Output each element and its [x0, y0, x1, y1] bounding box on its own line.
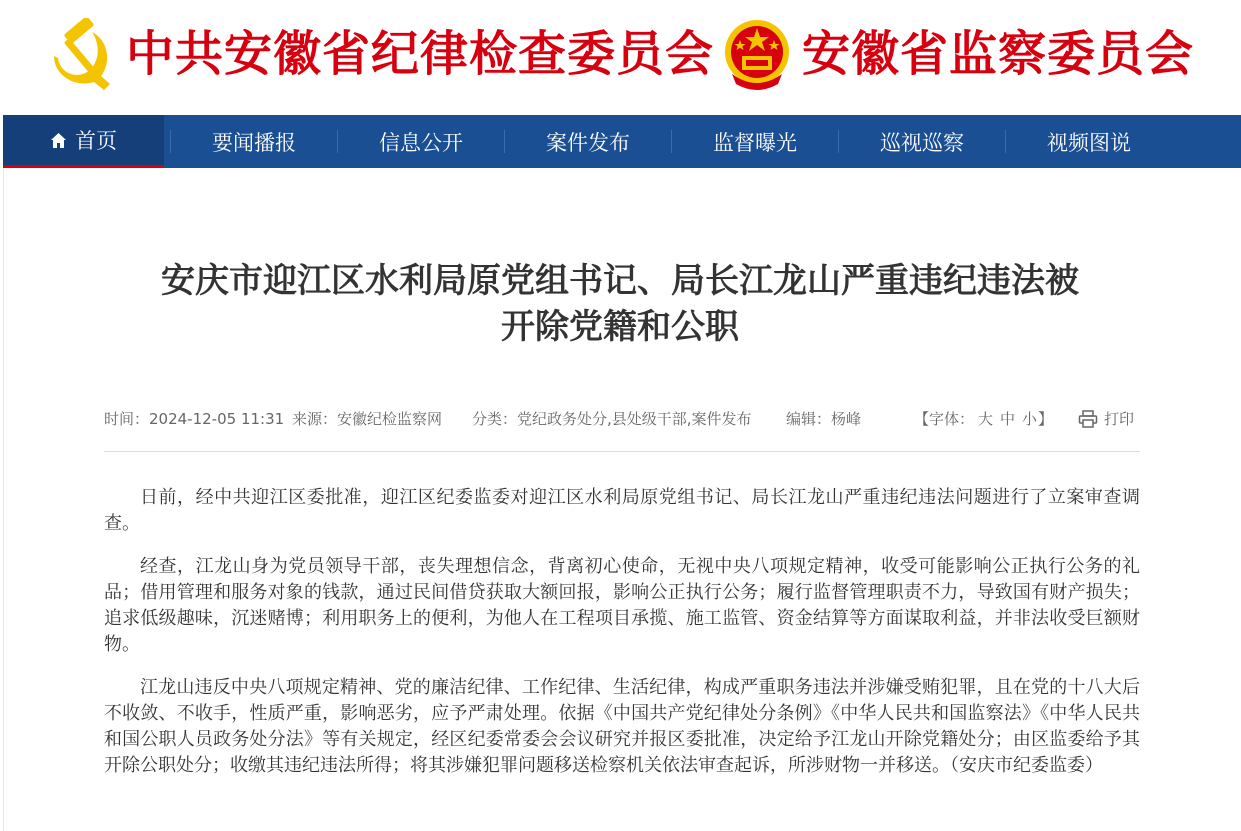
meta-divider [104, 451, 1140, 452]
nav-item-cases[interactable] [505, 115, 671, 168]
article-paragraph: 经查，江龙山身为党员领导干部，丧失理想信念，背离初心使命，无视中央八项规定精神，收受可能影响公正执行公务的礼品；借用管理和服务对象的钱款，通过民间借贷获取大额回报，影响公正执行公务；履行监督管理职责不力，导致国有财产损失；追求低级趣味，沉迷赌博；利用职务上的便利，为他人在工程项目承揽、施工监管、资金结算等方面谋取利益，并非法收受巨额财物。 [104, 556, 1140, 655]
article-editor: 编辑：杨峰 [786, 410, 862, 428]
publish-time: 时间：2024-12-05 11:31 [104, 410, 285, 428]
nav-item-label: 信息公开 [379, 130, 463, 155]
nav-item-home[interactable] [3, 115, 164, 168]
nav-item-video[interactable] [1006, 115, 1172, 168]
nav-item-label: 案件发布 [546, 130, 630, 155]
nav-item-inspection[interactable] [839, 115, 1005, 168]
home-icon [50, 132, 67, 149]
nav-item-label: 要闻播报 [212, 130, 296, 155]
article-category: 分类：党纪政务处分,县处级干部,案件发布 [472, 410, 752, 428]
right-site-title: 安徽省监察委员会 [802, 26, 1195, 82]
article-title-line: 安庆市迎江区水利局原党组书记、局长江龙山严重违纪违法被 [161, 261, 1079, 301]
party-emblem-icon [46, 18, 116, 90]
article-title [100, 258, 1140, 350]
supervision-logo[interactable] [722, 18, 1194, 90]
main-nav [3, 115, 1241, 168]
font-size-large-link[interactable]: 大 [978, 410, 994, 428]
article-paragraph: 江龙山违反中央八项规定精神、党的廉洁纪律、工作纪律、生活纪律，构成严重职务违法并涉嫌受贿犯罪，且在党的十八大后不收敛、不收手，性质严重，影响恶劣，应予严肃处理。依据《中国共产党纪律处分条例》《中华人民共和国监察法》《中华人民共和国公职人员政务处分法》等有关规定，经区纪委常委会会议研究并报区委批准，决定给予江龙山开除党籍处分；由区监委给予其开除公职处分；收缴其违纪违法所得；将其涉嫌犯罪问题移送检察机关依法审查起诉，所涉财物一并移送。（安庆市纪委监委） [104, 677, 1140, 776]
font-size-medium-link[interactable]: 中 [1000, 410, 1016, 428]
left-site-title: 中共安徽省纪律检查委员会 [126, 26, 715, 82]
party-logo[interactable] [46, 18, 714, 90]
article-source: 来源：安徽纪检监察网 [292, 410, 443, 428]
article-meta [104, 408, 1140, 430]
nav-item-exposure[interactable] [672, 115, 838, 168]
printer-icon[interactable] [1078, 410, 1098, 428]
nav-item-label: 视频图说 [1047, 130, 1131, 155]
nav-item-label: 首页 [75, 129, 117, 153]
print-link[interactable]: 打印 [1104, 410, 1135, 428]
article-title-line: 开除党籍和公职 [501, 307, 739, 347]
nav-item-info-disclosure[interactable] [338, 115, 504, 168]
nav-item-label: 监督曝光 [713, 130, 797, 155]
font-size-label-open: 【字体： [914, 410, 975, 428]
site-header [0, 0, 1241, 115]
nav-item-label: 巡视巡察 [880, 130, 964, 155]
national-emblem-icon [722, 18, 792, 90]
article-body [104, 485, 1140, 796]
article-paragraph: 日前，经中共迎江区委批准，迎江区纪委监委对迎江区水利局原党组书记、局长江龙山严重违纪违法问题进行了立案审查调查。 [104, 487, 1140, 534]
font-size-label-close: 】 [1038, 410, 1054, 428]
font-size-small-link[interactable]: 小 [1022, 410, 1038, 428]
nav-item-news[interactable] [171, 115, 337, 168]
